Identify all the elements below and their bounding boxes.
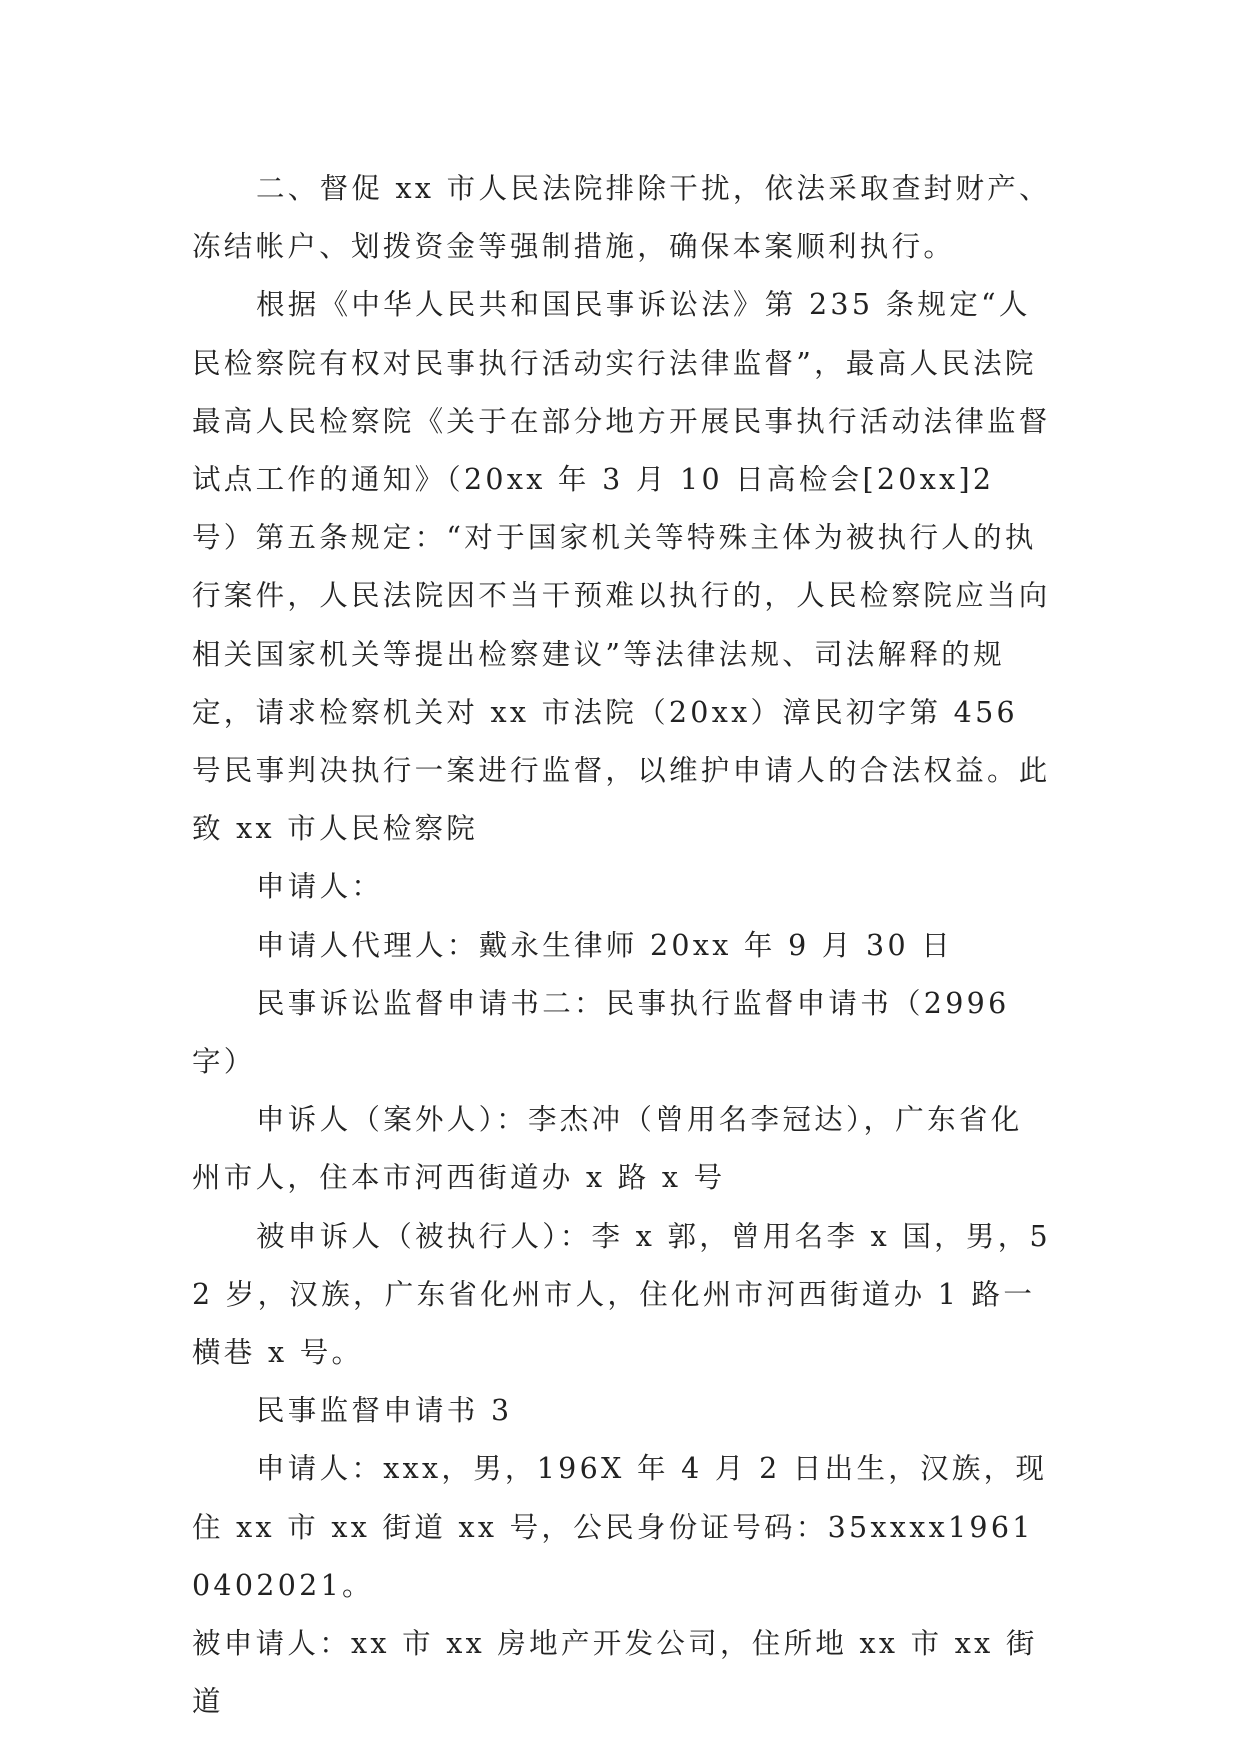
- paragraph-agent-signature-date: 申请人代理人：戴永生律师 20xx 年 9 月 30 日: [256, 928, 954, 962]
- paragraph-respondent-info: 被申诉人（被执行人）：李 x 郭，曾用名李 x 国，男，52 岁，汉族，广东省化州市人，住化州市河西街道办 1 路一横巷 x 号。: [192, 1219, 1051, 1370]
- paragraph-enforcement-measures: 二、督促 xx 市人民法院排除干扰，依法采取查封财产、冻结帐户、划拨资金等强制措施，确保本案顺利执行。: [192, 172, 1051, 264]
- paragraph-appellant-info: 申诉人（案外人）：李杰冲（曾用名李冠达），广东省化州市人，住本市河西街道办 x 路 x 号: [192, 1103, 1023, 1195]
- paragraph-legal-basis: 根据《中华人民共和国民事诉讼法》第 235 条规定“人民检察院有权对民事执行活动实行法律监督”，最高人民法院最高人民检察院《关于在部分地方开展民事执行活动法律监督试点工作的通知》（20xx 年 3 月 10 日高检会[20xx]2 号）第五条规定：“对于国家机关等特殊主体为被执行人的执行案件，人民法院因不当干预难以执行的，人民检察院应当向相关国家机关等提出检察建议”等法律法规、司法解释的规定，请求检察机关对 xx 市法院（20xx）漳民初字第 456 号民事判决执行一案进行监督，以维护申请人的合法权益。此致 xx 市人民检察院: [192, 288, 1051, 846]
- paragraph-section-heading-three: 民事监督申请书 3: [256, 1394, 513, 1428]
- document-body: [192, 160, 1052, 1731]
- paragraph-applicant-details: 申请人：xxx，男，196X 年 4 月 2 日出生，汉族，现住 xx 市 xx 街道 xx 号，公民身份证号码：35xxxx19610402021。: [192, 1452, 1048, 1602]
- paragraph-section-heading-two: 民事诉讼监督申请书二：民事执行监督申请书（2996 字）: [192, 986, 1010, 1079]
- paragraph-applicant-signature: 申请人：: [256, 870, 384, 904]
- paragraph-respondent-company: 被申请人：xx 市 xx 房地产开发公司，住所地 xx 市 xx 街道: [192, 1627, 1038, 1719]
